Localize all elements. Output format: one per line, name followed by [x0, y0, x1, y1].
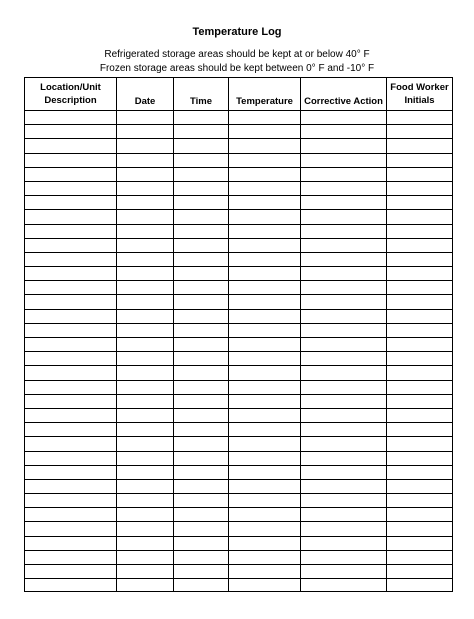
table-row [25, 437, 453, 451]
cell-temperature[interactable] [229, 550, 301, 564]
cell-date[interactable] [117, 111, 174, 125]
cell-corrective-action[interactable] [301, 437, 387, 451]
cell-corrective-action[interactable] [301, 111, 387, 125]
cell-time[interactable] [174, 338, 229, 352]
cell-initials[interactable] [387, 508, 453, 522]
cell-initials[interactable] [387, 394, 453, 408]
table-row [25, 338, 453, 352]
cell-initials[interactable] [387, 479, 453, 493]
cell-time[interactable] [174, 423, 229, 437]
cell-initials[interactable] [387, 267, 453, 281]
frozen-guideline: Frozen storage areas should be kept between 0° F and -10° F [99, 63, 375, 74]
cell-temperature[interactable] [229, 579, 301, 592]
cell-date[interactable] [117, 252, 174, 266]
cell-date[interactable] [117, 550, 174, 564]
cell-date[interactable] [117, 494, 174, 508]
cell-temperature[interactable] [229, 281, 301, 295]
cell-location[interactable] [25, 451, 117, 465]
cell-corrective-action[interactable] [301, 494, 387, 508]
cell-time[interactable] [174, 579, 229, 592]
cell-time[interactable] [174, 323, 229, 337]
cell-initials[interactable] [387, 238, 453, 252]
cell-corrective-action[interactable] [301, 167, 387, 181]
table-row [25, 139, 453, 153]
cell-corrective-action[interactable] [301, 423, 387, 437]
cell-temperature[interactable] [229, 167, 301, 181]
cell-corrective-action[interactable] [301, 508, 387, 522]
cell-time[interactable] [174, 550, 229, 564]
table-row [25, 252, 453, 266]
cell-time[interactable] [174, 210, 229, 224]
cell-time[interactable] [174, 522, 229, 536]
cell-temperature[interactable] [229, 295, 301, 309]
cell-location[interactable] [25, 380, 117, 394]
cell-time[interactable] [174, 111, 229, 125]
cell-date[interactable] [117, 267, 174, 281]
cell-location[interactable] [25, 224, 117, 238]
cell-date[interactable] [117, 451, 174, 465]
table-row [25, 451, 453, 465]
cell-temperature[interactable] [229, 252, 301, 266]
cell-temperature[interactable] [229, 366, 301, 380]
cell-temperature[interactable] [229, 465, 301, 479]
cell-corrective-action[interactable] [301, 139, 387, 153]
table-row [25, 181, 453, 195]
cell-corrective-action[interactable] [301, 465, 387, 479]
cell-temperature[interactable] [229, 394, 301, 408]
cell-temperature[interactable] [229, 380, 301, 394]
table-row [25, 125, 453, 139]
log-title: Temperature Log [192, 26, 282, 38]
cell-initials[interactable] [387, 125, 453, 139]
table-row [25, 267, 453, 281]
cell-time[interactable] [174, 224, 229, 238]
cell-corrective-action[interactable] [301, 479, 387, 493]
table-row [25, 479, 453, 493]
cell-corrective-action[interactable] [301, 323, 387, 337]
cell-initials[interactable] [387, 550, 453, 564]
cell-location[interactable] [25, 167, 117, 181]
cell-corrective-action[interactable] [301, 565, 387, 579]
cell-location[interactable] [25, 309, 117, 323]
table-row [25, 423, 453, 437]
cell-location[interactable] [25, 536, 117, 550]
cell-date[interactable] [117, 479, 174, 493]
cell-corrective-action[interactable] [301, 522, 387, 536]
cell-initials[interactable] [387, 338, 453, 352]
table-row [25, 494, 453, 508]
cell-location[interactable] [25, 125, 117, 139]
cell-temperature[interactable] [229, 522, 301, 536]
cell-corrective-action[interactable] [301, 281, 387, 295]
cell-date[interactable] [117, 437, 174, 451]
cell-temperature[interactable] [229, 437, 301, 451]
cell-temperature[interactable] [229, 139, 301, 153]
cell-date[interactable] [117, 352, 174, 366]
table-row [25, 508, 453, 522]
cell-time[interactable] [174, 408, 229, 422]
cell-temperature[interactable] [229, 210, 301, 224]
table-row [25, 522, 453, 536]
cell-initials[interactable] [387, 224, 453, 238]
cell-corrective-action[interactable] [301, 451, 387, 465]
temperature-log-table [24, 77, 453, 592]
cell-date[interactable] [117, 536, 174, 550]
cell-corrective-action[interactable] [301, 238, 387, 252]
refrigerated-guideline: Refrigerated storage areas should be kept at or below 40° F [104, 49, 370, 60]
cell-temperature[interactable] [229, 267, 301, 281]
cell-initials[interactable] [387, 139, 453, 153]
column-header-temperature: Temperature [229, 78, 301, 111]
cell-location[interactable] [25, 267, 117, 281]
cell-location[interactable] [25, 465, 117, 479]
cell-date[interactable] [117, 338, 174, 352]
table-row [25, 380, 453, 394]
table-row [25, 550, 453, 564]
table-row [25, 465, 453, 479]
cell-date[interactable] [117, 366, 174, 380]
cell-temperature[interactable] [229, 451, 301, 465]
cell-temperature[interactable] [229, 352, 301, 366]
cell-location[interactable] [25, 479, 117, 493]
table-row [25, 579, 453, 592]
cell-date[interactable] [117, 295, 174, 309]
cell-location[interactable] [25, 139, 117, 153]
cell-location[interactable] [25, 579, 117, 592]
cell-corrective-action[interactable] [301, 125, 387, 139]
cell-date[interactable] [117, 210, 174, 224]
log-entries [25, 111, 453, 592]
cell-corrective-action[interactable] [301, 210, 387, 224]
cell-initials[interactable] [387, 408, 453, 422]
table-row [25, 536, 453, 550]
cell-time[interactable] [174, 125, 229, 139]
cell-initials[interactable] [387, 380, 453, 394]
cell-location[interactable] [25, 394, 117, 408]
cell-time[interactable] [174, 380, 229, 394]
cell-initials[interactable] [387, 295, 453, 309]
cell-location[interactable] [25, 508, 117, 522]
table-row [25, 309, 453, 323]
table-row [25, 565, 453, 579]
cell-time[interactable] [174, 437, 229, 451]
cell-initials[interactable] [387, 281, 453, 295]
cell-temperature[interactable] [229, 125, 301, 139]
cell-initials[interactable] [387, 309, 453, 323]
cell-initials[interactable] [387, 366, 453, 380]
cell-date[interactable] [117, 465, 174, 479]
table-row [25, 295, 453, 309]
cell-date[interactable] [117, 394, 174, 408]
cell-location[interactable] [25, 295, 117, 309]
cell-date[interactable] [117, 522, 174, 536]
cell-temperature[interactable] [229, 309, 301, 323]
cell-date[interactable] [117, 408, 174, 422]
cell-initials[interactable] [387, 565, 453, 579]
cell-temperature[interactable] [229, 181, 301, 195]
cell-location[interactable] [25, 408, 117, 422]
table-row [25, 323, 453, 337]
cell-initials[interactable] [387, 579, 453, 592]
cell-initials[interactable] [387, 111, 453, 125]
cell-date[interactable] [117, 380, 174, 394]
table-row [25, 153, 453, 167]
cell-location[interactable] [25, 522, 117, 536]
cell-initials[interactable] [387, 210, 453, 224]
cell-corrective-action[interactable] [301, 366, 387, 380]
cell-corrective-action[interactable] [301, 579, 387, 592]
cell-corrective-action[interactable] [301, 408, 387, 422]
cell-temperature[interactable] [229, 153, 301, 167]
cell-date[interactable] [117, 323, 174, 337]
cell-initials[interactable] [387, 465, 453, 479]
cell-corrective-action[interactable] [301, 394, 387, 408]
cell-time[interactable] [174, 366, 229, 380]
column-header-time: Time [174, 78, 229, 111]
table-row [25, 408, 453, 422]
cell-initials[interactable] [387, 323, 453, 337]
column-header-initials: Food Worker Initials [387, 78, 453, 111]
cell-date[interactable] [117, 125, 174, 139]
cell-location[interactable] [25, 565, 117, 579]
cell-temperature[interactable] [229, 408, 301, 422]
cell-date[interactable] [117, 508, 174, 522]
cell-location[interactable] [25, 210, 117, 224]
cell-temperature[interactable] [229, 508, 301, 522]
cell-time[interactable] [174, 181, 229, 195]
cell-date[interactable] [117, 181, 174, 195]
table-row [25, 210, 453, 224]
table-row [25, 366, 453, 380]
cell-time[interactable] [174, 295, 229, 309]
table-header-row [25, 78, 453, 111]
cell-time[interactable] [174, 252, 229, 266]
cell-initials[interactable] [387, 536, 453, 550]
cell-location[interactable] [25, 352, 117, 366]
cell-location[interactable] [25, 281, 117, 295]
cell-time[interactable] [174, 494, 229, 508]
cell-initials[interactable] [387, 153, 453, 167]
cell-time[interactable] [174, 394, 229, 408]
cell-time[interactable] [174, 139, 229, 153]
cell-corrective-action[interactable] [301, 181, 387, 195]
cell-temperature[interactable] [229, 479, 301, 493]
cell-location[interactable] [25, 181, 117, 195]
cell-temperature[interactable] [229, 338, 301, 352]
cell-time[interactable] [174, 565, 229, 579]
table-row [25, 352, 453, 366]
cell-location[interactable] [25, 423, 117, 437]
cell-corrective-action[interactable] [301, 267, 387, 281]
cell-location[interactable] [25, 494, 117, 508]
cell-date[interactable] [117, 238, 174, 252]
cell-initials[interactable] [387, 167, 453, 181]
cell-location[interactable] [25, 238, 117, 252]
cell-date[interactable] [117, 153, 174, 167]
cell-temperature[interactable] [229, 565, 301, 579]
cell-time[interactable] [174, 536, 229, 550]
cell-initials[interactable] [387, 252, 453, 266]
cell-time[interactable] [174, 352, 229, 366]
cell-date[interactable] [117, 423, 174, 437]
cell-initials[interactable] [387, 196, 453, 210]
cell-location[interactable] [25, 153, 117, 167]
cell-time[interactable] [174, 153, 229, 167]
cell-time[interactable] [174, 309, 229, 323]
cell-temperature[interactable] [229, 536, 301, 550]
column-header-location: Location/Unit Description [25, 78, 117, 111]
cell-initials[interactable] [387, 352, 453, 366]
cell-date[interactable] [117, 139, 174, 153]
cell-initials[interactable] [387, 522, 453, 536]
cell-date[interactable] [117, 579, 174, 592]
cell-initials[interactable] [387, 437, 453, 451]
cell-corrective-action[interactable] [301, 380, 387, 394]
cell-time[interactable] [174, 281, 229, 295]
cell-corrective-action[interactable] [301, 338, 387, 352]
cell-corrective-action[interactable] [301, 153, 387, 167]
cell-time[interactable] [174, 196, 229, 210]
cell-date[interactable] [117, 224, 174, 238]
cell-temperature[interactable] [229, 238, 301, 252]
cell-location[interactable] [25, 338, 117, 352]
cell-time[interactable] [174, 465, 229, 479]
column-header-corrective-action: Corrective Action [301, 78, 387, 111]
table-row [25, 394, 453, 408]
cell-initials[interactable] [387, 181, 453, 195]
cell-corrective-action[interactable] [301, 196, 387, 210]
cell-temperature[interactable] [229, 111, 301, 125]
cell-time[interactable] [174, 479, 229, 493]
cell-time[interactable] [174, 267, 229, 281]
cell-date[interactable] [117, 281, 174, 295]
cell-temperature[interactable] [229, 423, 301, 437]
table-row [25, 167, 453, 181]
cell-date[interactable] [117, 565, 174, 579]
cell-initials[interactable] [387, 451, 453, 465]
cell-time[interactable] [174, 167, 229, 181]
cell-temperature[interactable] [229, 494, 301, 508]
table-row [25, 238, 453, 252]
cell-date[interactable] [117, 196, 174, 210]
cell-initials[interactable] [387, 423, 453, 437]
cell-corrective-action[interactable] [301, 536, 387, 550]
cell-location[interactable] [25, 366, 117, 380]
cell-time[interactable] [174, 451, 229, 465]
cell-temperature[interactable] [229, 323, 301, 337]
cell-date[interactable] [117, 167, 174, 181]
column-header-date: Date [117, 78, 174, 111]
cell-temperature[interactable] [229, 224, 301, 238]
cell-corrective-action[interactable] [301, 252, 387, 266]
cell-time[interactable] [174, 508, 229, 522]
cell-corrective-action[interactable] [301, 550, 387, 564]
cell-location[interactable] [25, 111, 117, 125]
cell-location[interactable] [25, 550, 117, 564]
cell-initials[interactable] [387, 494, 453, 508]
cell-temperature[interactable] [229, 196, 301, 210]
cell-corrective-action[interactable] [301, 224, 387, 238]
cell-corrective-action[interactable] [301, 309, 387, 323]
cell-location[interactable] [25, 252, 117, 266]
cell-location[interactable] [25, 437, 117, 451]
cell-corrective-action[interactable] [301, 352, 387, 366]
table-row [25, 111, 453, 125]
cell-location[interactable] [25, 323, 117, 337]
cell-location[interactable] [25, 196, 117, 210]
table-row [25, 281, 453, 295]
cell-date[interactable] [117, 309, 174, 323]
table-row [25, 224, 453, 238]
cell-time[interactable] [174, 238, 229, 252]
table-row [25, 196, 453, 210]
cell-corrective-action[interactable] [301, 295, 387, 309]
